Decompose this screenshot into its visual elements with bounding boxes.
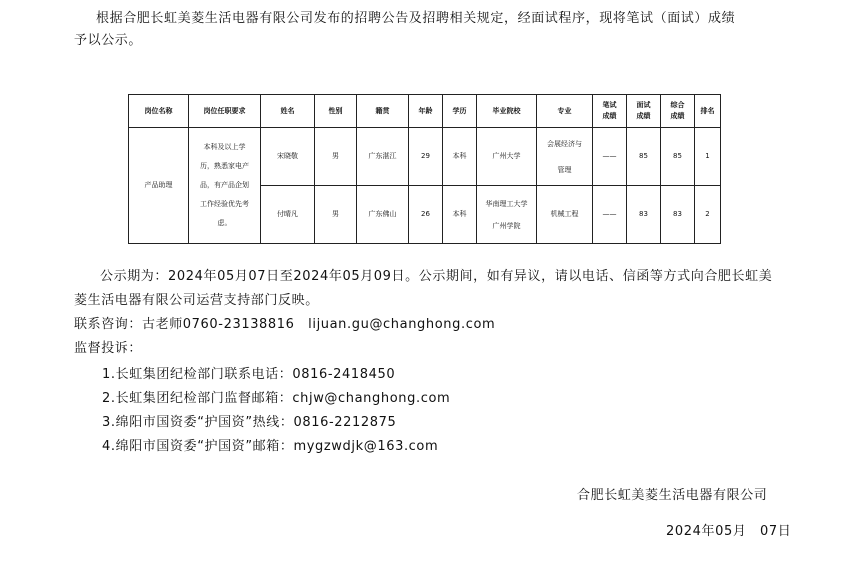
signature-company: 合肥长虹美菱生活电器有限公司 (577, 488, 768, 503)
supervision-item: 1.长虹集团纪检部门联系电话：0816-2418450 (102, 367, 396, 382)
header-written-line-2: 成绩 (602, 112, 617, 120)
cell-name: 付晴凡 (261, 186, 315, 244)
table-header-row (129, 95, 721, 128)
cell-school: 广州大学 (477, 128, 537, 186)
cell-gender: 男 (315, 186, 357, 244)
cell-name: 宋晓敬 (261, 128, 315, 186)
header-position: 岗位名称 (129, 95, 189, 128)
cell-written: —— (593, 186, 627, 244)
table-row (129, 128, 721, 186)
header-interview (627, 95, 661, 128)
header-rank: 排名 (695, 95, 721, 128)
header-total-line-2: 成绩 (670, 112, 685, 120)
cell-gender: 男 (315, 128, 357, 186)
header-major: 专业 (537, 95, 593, 128)
signature-date: 2024年05月 07日 (666, 524, 792, 539)
cell-school (477, 186, 537, 244)
intro-line-2: 予以公示。 (74, 33, 143, 48)
notice-line-1: 公示期为：2024年05月07日至2024年05月09日。公示期间，如有异议，请以电话、信函等方式向合肥长虹美 (100, 269, 773, 284)
header-name: 姓名 (261, 95, 315, 128)
cell-education: 本科 (443, 128, 477, 186)
requirements-line: 品，有产品企划 (200, 181, 249, 189)
cell-major: 机械工程 (537, 186, 593, 244)
intro-line-1: 根据合肥长虹美菱生活电器有限公司发布的招聘公告及招聘相关规定，经面试程序，现将笔试（面试）成绩 (96, 11, 736, 26)
header-written (593, 95, 627, 128)
cell-written: —— (593, 128, 627, 186)
cell-rank: 1 (695, 128, 721, 186)
contact-info: 联系咨询：古老师0760-23138816 lijuan.gu@changhong.com (74, 317, 496, 332)
notice-line-2: 菱生活电器有限公司运营支持部门反映。 (74, 293, 319, 308)
header-origin: 籍贯 (357, 95, 409, 128)
header-written-line-1: 笔试 (602, 101, 617, 109)
major-line: 管理 (557, 165, 572, 174)
requirements-line: 本科及以上学 (203, 143, 246, 151)
header-interview-line-2: 成绩 (636, 112, 651, 120)
cell-interview: 85 (627, 128, 661, 186)
major-line: 会展经济与 (547, 139, 582, 148)
cell-origin: 广东湛江 (357, 128, 409, 186)
cell-age: 29 (409, 128, 443, 186)
cell-origin: 广东佛山 (357, 186, 409, 244)
cell-education: 本科 (443, 186, 477, 244)
cell-major (537, 128, 593, 186)
school-line: 华南理工大学 (485, 199, 528, 208)
school-line: 广州学院 (492, 221, 521, 230)
supervision-item: 2.长虹集团纪检部门监督邮箱：chjw@changhong.com (102, 391, 451, 406)
cell-rank: 2 (695, 186, 721, 244)
header-age: 年龄 (409, 95, 443, 128)
cell-interview: 83 (627, 186, 661, 244)
requirements-line: 工作经验优先考 (200, 200, 249, 208)
cell-position: 产品助理 (129, 128, 189, 244)
header-total (661, 95, 695, 128)
cell-age: 26 (409, 186, 443, 244)
header-education: 学历 (443, 95, 477, 128)
cell-requirements (189, 128, 261, 244)
header-school: 毕业院校 (477, 95, 537, 128)
header-total-line-1: 综合 (670, 101, 685, 109)
supervision-item: 3.绵阳市国资委“护国资”热线：0816-2212875 (102, 415, 397, 430)
results-table (128, 94, 721, 244)
requirements-line: 虑。 (217, 219, 232, 227)
supervision-item: 4.绵阳市国资委“护国资”邮箱：mygzwdjk@163.com (102, 439, 439, 454)
cell-total: 83 (661, 186, 695, 244)
cell-total: 85 (661, 128, 695, 186)
header-interview-line-1: 面试 (636, 101, 651, 109)
header-requirements: 岗位任职要求 (189, 95, 261, 128)
header-gender: 性别 (315, 95, 357, 128)
supervision-title: 监督投诉： (74, 341, 143, 356)
requirements-line: 历，熟悉家电产 (200, 162, 249, 170)
